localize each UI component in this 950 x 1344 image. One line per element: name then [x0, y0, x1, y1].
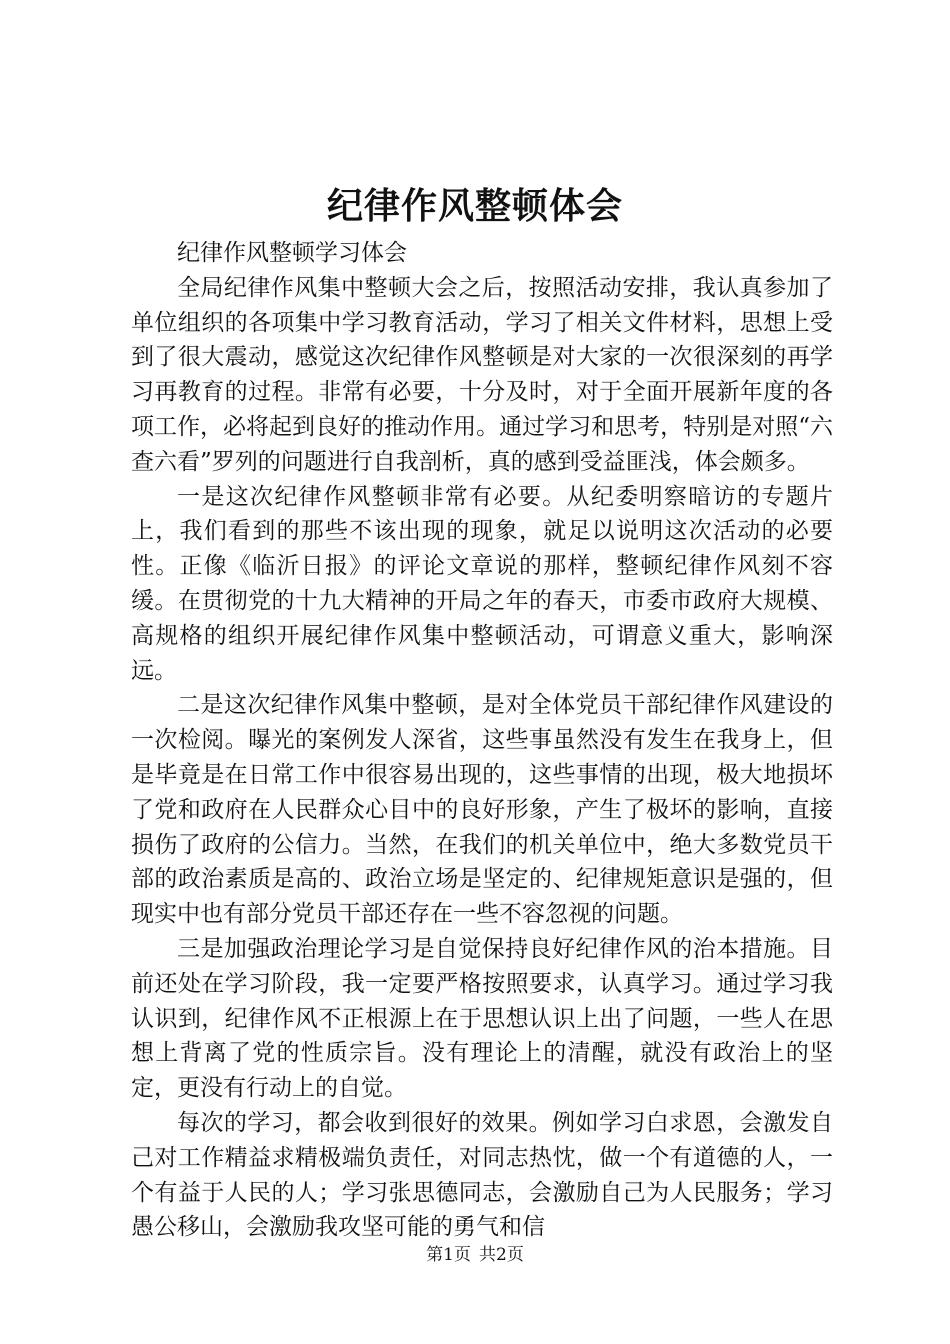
page-number: 第1页 [426, 1245, 471, 1265]
study-effect-paragraph: 每次的学习，都会收到很好的效果。例如学习白求恩，会激发自己对工作精益求精极端负责任，对同志热忱，做一个有道德的人，一个有益于人民的人；学习张思德同志，会激励自己为人民服务；学习愚公移山，会激励我攻坚可能的勇气和信 [131, 1109, 833, 1241]
document-title: 纪律作风整顿体会 [326, 185, 623, 227]
intro-paragraph: 全局纪律作风集中整顿大会之后，按照活动安排，我认真参加了单位组织的各项集中学习教育活动，学习了相关文件材料，思想上受到了很大震动，感觉这次纪律作风整顿是对大家的一次很深刻的再学习再教育的过程。非常有必要，十分及时，对于全面开展新年度的各项工作，必将起到良好的推动作用。通过学习和思考，特别是对照“六查六看”罗列的问题进行自我剖析，真的感到受益匪浅，体会颇多。 [131, 274, 833, 475]
point-one-paragraph: 一是这次纪律作风整顿非常有必要。从纪委明察暗访的专题片上，我们看到的那些不该出现的现象，就足以说明这次活动的必要性。正像《临沂日报》的评论文章说的那样，整顿纪律作风刻不容缓。在贯彻党的十九大精神的开局之年的春天，市委市政府大规模、高规格的组织开展纪律作风集中整顿活动，可谓意义重大，影响深远。 [131, 483, 833, 684]
page-footer [0, 1243, 950, 1267]
subtitle-paragraph: 纪律作风整顿学习体会 [177, 240, 407, 266]
document-body [131, 236, 833, 1245]
point-two-paragraph: 二是这次纪律作风集中整顿，是对全体党员干部纪律作风建设的一次检阅。曝光的案例发人深省，这些事虽然没有发生在我身上，但是毕竟是在日常工作中很容易出现的，这些事情的出现，极大地损坏了党和政府在人民群众心目中的良好形象，产生了极坏的影响，直接损伤了政府的公信力。当然，在我们的机关单位中，绝大多数党员干部的政治素质是高的、政治立场是坚定的、纪律规矩意识是强的，但现实中也有部分党员干部还存在一些不容忽视的问题。 [131, 692, 833, 928]
point-three-paragraph: 三是加强政治理论学习是自觉保持良好纪律作风的治本措施。目前还处在学习阶段，我一定要严格按照要求，认真学习。通过学习我认识到，纪律作风不正根源上在于思想认识上出了问题，一些人在思想上背离了党的性质宗旨。没有理论上的清醒，就没有政治上的坚定，更没有行动上的自觉。 [131, 935, 833, 1102]
page-total: 共2页 [479, 1245, 524, 1265]
